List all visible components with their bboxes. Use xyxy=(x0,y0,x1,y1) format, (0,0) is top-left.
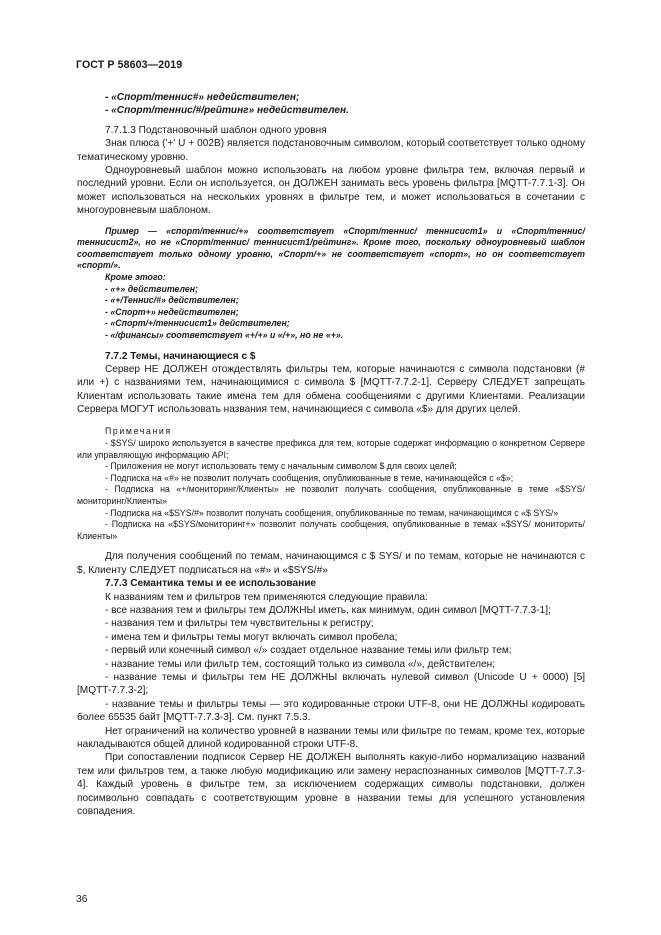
also-item: - «+» действителен; xyxy=(105,283,199,294)
standard-header: ГОСТ Р 58603—2019 xyxy=(76,59,183,71)
section-773-paragraph-2: Нет ограничений на количество уровней в названии темы или фильтре по темам, кроме тех, которые накладываются общей длиной кодированной строки UTF-8. xyxy=(77,725,585,751)
note-item: - Приложения не могут использовать тему с начальным символом $ для своих целей; xyxy=(105,461,457,472)
top-line-2: - «Спорт/теннис/#/рейтинг» недействителен. xyxy=(105,105,349,117)
rule-item: - название темы и фильтры тем НЕ ДОЛЖНЫ включать нулевой символ (Unicode U + 0000) [5] [MQTT-7.7.3-2]; xyxy=(77,672,585,697)
rule-item: - имена тем и фильтры темы могут включать символ пробела; xyxy=(105,631,398,643)
also-item: - «+/Теннис/#» действителен; xyxy=(105,295,239,306)
also-item: - «/финансы» соответствует «+/+» и «/+», но не «+». xyxy=(105,330,344,340)
note-item: - Подписка на «$SYS/мониторинг+» позволит получать сообщения, опубликованные в темах «$SYS/ мониторить/Клиенты» xyxy=(77,519,585,541)
section-772-paragraph-2: Для получения сообщений по темам, начинающимся с $ SYS/ и по темам, которые не начинаются с $, Клиенту СЛЕДУЕТ подписаться на «#» и «$SYS/#» xyxy=(77,551,585,576)
section-773-intro: К названиям тем и фильтров тем применяются следующие правила: xyxy=(105,591,428,603)
section-773-paragraph-3: При сопоставлении подписок Сервер НЕ ДОЛЖЕН выполнять какую-либо нормализацию названий тем или фильтров тем, а также любую модификацию или замену нераспознанных символов [MQTT-7.7.3-4]. Каждый уровень в фильтре тем, за исключением содержащих символы подстановки, должен посимвольно совпадать с соответствующим уровне в названии темы для успешного установления совпадения. xyxy=(77,752,585,818)
rule-item: - первый или конечный символ «/» создает отдельное название темы или фильтр тем; xyxy=(105,645,512,657)
example-paragraph: Пример — «спорт/теннис/+» соответствует «Спорт/теннис/ теннисист1» и «Спорт/теннис/ теннисист2», но не «Спорт/теннис/ теннисист1/рейтинг». Кроме того, поскольку одноуровневый шаблон соответствует только одному уровню, «Спорт/+» не соответствует «спорт», но он соответствует «спорт/». xyxy=(77,225,585,271)
rule-item: - название темы и фильтры темы — это кодированные строки UTF-8, они НЕ ДОЛЖНЫ кодировать более 65535 байт [MQTT-7.7.3-3]. См. пункт 7.5.3. xyxy=(77,698,585,724)
rule-item: - все названия тем и фильтры тем ДОЛЖНЫ иметь, как минимум, один символ [MQTT-7.7.3-1]; xyxy=(105,605,551,616)
page-number: 36 xyxy=(76,894,88,905)
note-item: - Подписка на «#» не позволит получать сообщения, опубликованные в теме, начинающейся с «$»; xyxy=(105,472,514,483)
section-772-paragraph-1: Сервер НЕ ДОЛЖЕН отождествлять фильтры тем, которые начинаются с символа подстановки (# или +) с названиями тем, начинающимися с символа $ [MQTT-7.7.2-1]. Серверу СЛЕДУЕТ запрещать Клиентам использовать такие имена тем для обмена сообщениями с другими Клиентами. Реализации Сервера МОГУТ использовать названия тем, начинающиеся с символа «$» для других целей. xyxy=(77,364,585,416)
section-772-title: 7.7.2 Темы, начинающиеся с $ xyxy=(105,350,256,362)
rule-item: - название темы или фильтр тем, состоящий только из символа «/», действителен; xyxy=(105,658,496,670)
section-7713-paragraph-2: Одноуровневый шаблон можно использовать на любом уровне фильтра тем, включая первый и последний уровни. Если он используется, он ДОЛЖЕН занимать весь уровень фильтра [MQTT-7.7.1-3]. Он может использоваться на нескольких уровнях в фильтре тем, и может использоваться в сочетании с многоуровневым шаблоном. xyxy=(77,165,585,217)
note-item: - Подписка на «+/мониторинг/Клиенты» не позволит получать сообщения, опубликованные в теме «$SYS/ мониторинг/Клиенты» xyxy=(77,484,585,506)
section-773-title: 7.7.3 Семантика темы и ее использование xyxy=(105,578,317,590)
notes-title: Примечания xyxy=(105,425,172,436)
section-7713-paragraph-1: Знак плюса ('+' U + 002B) является подстановочным символом, который соответствует только одному тематическому уровню. xyxy=(77,138,585,163)
also-item: - «Спорт/+/теннисист1» действителен; xyxy=(105,318,290,329)
note-item: - $SYS/ широко используется в качестве префикса для тем, которые содержат информацию о конкретном Сервере или управляющую информацию API; xyxy=(77,438,585,460)
page-content xyxy=(77,91,585,819)
note-item: - Подписка на «$SYS/#» позволит получать сообщения, опубликованные по темам, начинающимся с «$ SYS/» xyxy=(105,507,559,518)
section-7713-title: 7.7.1.3 Подстановочный шаблон одного уровня xyxy=(105,124,327,136)
also-item: - «Спорт+» недействителен; xyxy=(105,306,239,317)
also-title: Кроме этого: xyxy=(105,272,166,283)
top-line-1: - «Спорт/теннис#» недействителен; xyxy=(105,92,300,103)
rule-item: - названия тем и фильтры тем чувствительны к регистру; xyxy=(105,618,374,630)
